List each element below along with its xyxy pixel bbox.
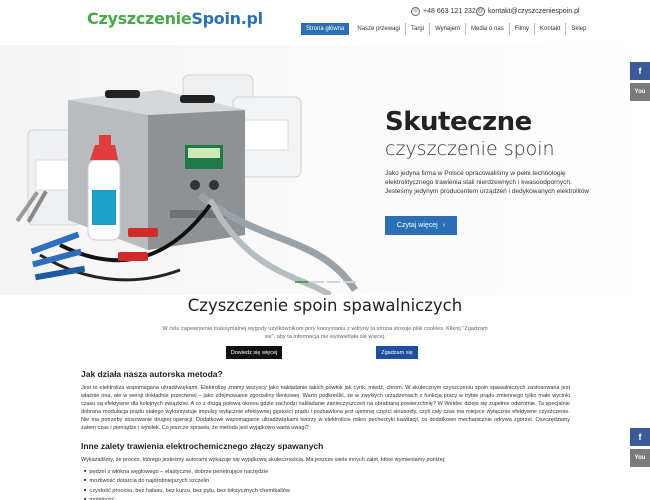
slider-dots bbox=[295, 281, 356, 283]
facebook-icon[interactable]: f bbox=[630, 62, 650, 80]
chevron-right-icon: › bbox=[442, 222, 446, 229]
read-more-button[interactable] bbox=[385, 216, 457, 235]
advantages-list bbox=[84, 467, 290, 500]
list-item: ■ czystość procesu, bez hałasu, bez kurzu, bez pyłu, bez toksycznych chemikaliów bbox=[84, 486, 290, 495]
phone-number: +48 663 121 232 bbox=[423, 8, 476, 15]
email-icon: @ bbox=[477, 8, 484, 14]
phone-icon: ☏ bbox=[412, 8, 420, 14]
hero-slider bbox=[0, 45, 650, 295]
slider-dot[interactable] bbox=[311, 281, 324, 283]
slider-dot[interactable] bbox=[295, 281, 308, 283]
site-logo[interactable] bbox=[87, 9, 263, 28]
nav-item-media[interactable]: Media o nas bbox=[466, 23, 510, 35]
paragraph-advantages: Wykazaliśmy, że proces, którego jesteśmy autorami wykazuje się wyjątkową skutecznością. Ma jeszcze wiele innych zalet, które wymieniamy poniżej: bbox=[81, 457, 446, 463]
contact-email[interactable] bbox=[476, 7, 580, 16]
logo-part1: Czyszczenie bbox=[87, 9, 192, 28]
slider-dot[interactable] bbox=[343, 281, 356, 283]
facebook-icon[interactable]: f bbox=[630, 428, 650, 446]
hero-product-image bbox=[0, 45, 360, 295]
nav-item-rental[interactable]: Wynajem bbox=[430, 23, 466, 35]
hero-subtitle: czyszczenie spoin bbox=[385, 138, 555, 160]
list-item: ■ możliwość dotarcia do najdrobniejszych szczelin bbox=[84, 476, 290, 485]
nav-item-home[interactable]: Strona główna bbox=[301, 23, 349, 35]
list-item: ■ pędzel z włókna węglowego – elastyczne, dobrze penetrujące narzędzie bbox=[84, 467, 290, 476]
cookie-more-button[interactable]: Dowiedz się więcej bbox=[226, 346, 282, 359]
nav-item-contact[interactable]: Kontakt bbox=[535, 23, 566, 35]
social-bar-top bbox=[630, 62, 650, 104]
nav-item-fairs[interactable]: Targi bbox=[406, 23, 430, 35]
nav-item-advantages[interactable]: Nasze przewagi bbox=[352, 23, 406, 35]
logo-part2: Spoin.pl bbox=[191, 9, 263, 28]
section-title: Czyszczenie spoin spawalniczych bbox=[187, 296, 463, 315]
nav-item-films[interactable]: Filmy bbox=[510, 23, 535, 35]
main-nav bbox=[301, 23, 591, 35]
read-more-label: Czytaj więcej bbox=[396, 222, 438, 229]
cookie-accept-button[interactable]: Zgadzam się bbox=[376, 346, 418, 359]
social-bar-bottom bbox=[630, 428, 650, 470]
heading-advantages: Inne zalety trawienia elektrochemicznego złączy spawanych bbox=[81, 441, 324, 451]
cookie-notice: W celu zapewnienia maksymalnej wygody użytkownikom przy korzystaniu z witryny ta strona stosuje pliki cookies. Kliknij "Zgadzam się", aby ta informacja nie wyświetlała się więcej. bbox=[162, 326, 488, 340]
heading-method: Jak działa nasza autorska metoda? bbox=[81, 369, 223, 379]
nav-item-shop[interactable]: Sklep bbox=[571, 26, 587, 32]
youtube-icon[interactable]: You bbox=[630, 83, 650, 101]
list-item: ■ mobilność bbox=[84, 495, 290, 500]
slider-dot[interactable] bbox=[327, 281, 340, 283]
youtube-icon[interactable]: You bbox=[630, 449, 650, 467]
paragraph-method: Jest to elektroliza wspomagana ultradźwiękami. Elektrolizę znamy wszyscy jako nakładanie takich powłok jak cynk, miedź, chrom. W skutecznym czyszczeniu spoin spawalniczych zastosowana jest właśnie ona, ale w wersji dokładnie przeciwnej – jako zdejmowanie zgorzeliny tlenkowej. Warto podkreślić, że w zwykłych urządzeniach z funkcją pracy w trybie prądu zmiennego tylko małe wycinki czasu są efektywne dla kolejnych związków. A co z drugą połową okresu gdzie zachodzi nakładanie zanieczyszczeń na obrabianą powierzchnię? W Weldec dzieje się zupełnie odwrotnie. Ta specjalnie dobrana modulacja prądu stałego wykorzystuje impulsy wyłącznie efektywnej gęstości prądu i pozbawiona jest ujemnej części sinusoidy, czyli cały czas ma miejsce wyłącznie efektywne czyszczenie. Nie ma potrzeby stosowanie drugiej operacji. Dodatkowe wspomaganie ultradźwiękami tworzy w elektrolicie mikro pęcherzyki kawitacji, co dodatkowo mechanicznie odrywa zgorzel. Oszczędzamy zatem czas i pieniądze i wysiłek. Co jeszcze sprawia, że metoda jest wyjątkowo warta uwagi? bbox=[81, 385, 570, 432]
contact-phone[interactable] bbox=[411, 7, 476, 16]
hero-title: Skuteczne bbox=[385, 107, 532, 137]
email-address: kontakt@czyszczeniespoin.pl bbox=[488, 8, 580, 15]
hero-text: Jako jedyna firma w Polsce opracowaliśmy w pełni technologię elektrolitycznego trawienia stali nierdzewnych i kwasoodpornych. Jesteśmy jedynym producentem urządzeń i dedykowanych elektrolitów bbox=[385, 170, 590, 195]
